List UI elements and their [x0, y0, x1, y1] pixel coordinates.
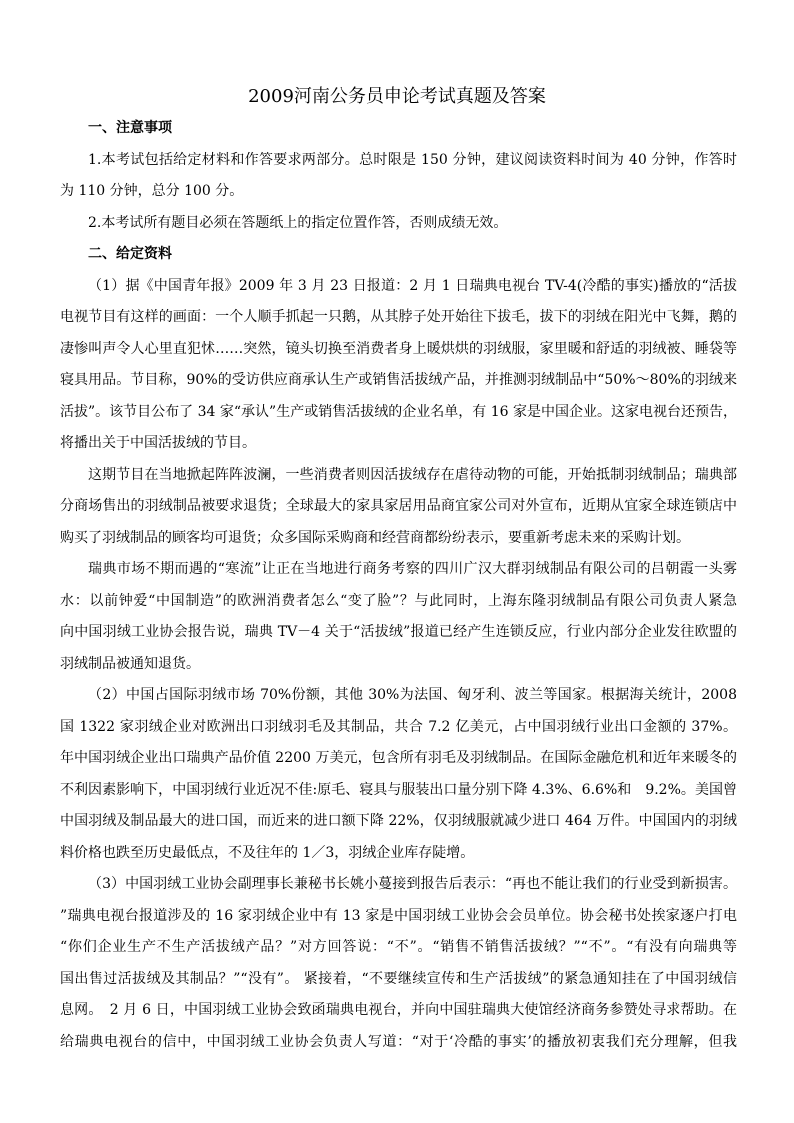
document-title: 2009河南公务员申论考试真题及答案 — [248, 86, 546, 107]
paragraph — [60, 554, 737, 680]
section-heading: 二、给定资料 — [88, 246, 172, 262]
paragraph-line: 为 110 分钟，总分 100 分。 — [60, 183, 244, 199]
paragraph — [60, 680, 737, 869]
paragraph-line: （2）中国占国际羽绒市场 70%份额，其他 30%为法国、匈牙利、波兰等国家。根据海关统计，2008 — [88, 687, 737, 703]
paragraph-line: （1）据《中国青年报》2009 年 3 月 23 日报道：2 月 1 日瑞典电视台 TV-4(冷酷的事实)播放的“活拔 — [88, 277, 737, 294]
paragraph-line: 将播出关于中国活拔绒的节目。 — [60, 435, 256, 451]
paragraph-line: 2.本考试所有题目必须在答题纸上的指定位置作答，否则成绩无效。 — [88, 214, 508, 231]
paragraph-line: 活拔”。该节目公布了 34 家“承认”生产或销售活拔绒的企业名单，有 16 家是中国企业。这家电视台还预告， — [60, 403, 737, 420]
paragraph-line: 凄惨叫声令人心里直犯怵……突然，镜头切换至消费者身上暖烘烘的羽绒服，家里暖和舒适的羽绒被、睡袋等 — [60, 340, 737, 357]
paragraph-line: 这期节目在当地掀起阵阵波澜，一些消费者则因活拔绒存在虐待动物的可能，开始抵制羽绒制品；瑞典部 — [88, 466, 737, 483]
paragraph — [60, 271, 737, 460]
paragraph-line: 年中国羽绒企业出口瑞典产品价值 2200 万美元，包含所有羽毛及羽绒制品。在国际金融危机和近年来暖冬的 — [60, 750, 737, 766]
paragraph-line: 不利因素影响下，中国羽绒行业近况不佳:原毛、寝具与服装出口量分别下降 4.3%、6.6%和 9.2%。美国曾 — [60, 781, 737, 798]
paragraph-line: 中国羽绒及制品最大的进口国，而近来的进口额下降 22%，仅羽绒服就减少进口 464 万件。中国国内的羽绒 — [60, 813, 737, 829]
section-heading: 一、注意事项 — [88, 120, 172, 136]
paragraph-line: ”瑞典电视台报道涉及的 16 家羽绒企业中有 13 家是中国羽绒工业协会会员单位。协会秘书处挨家逐户打电 — [60, 907, 737, 924]
paragraph-line: 国出售过活拔绒及其制品？”“没有”。 紧接着，“不要继续宣传和生产活拔绒”的紧急通知挂在了中国羽绒信 — [60, 970, 737, 987]
paragraph-line: 羽绒制品被通知退货。 — [60, 655, 200, 672]
paragraph-line: “你们企业生产不生产活拔绒产品？”对方回答说：“不”。“销售不销售活拔绒？”“不”。“有没有向瑞典等 — [60, 939, 737, 955]
paragraph-line: （3）中国羽绒工业协会副理事长兼秘书长姚小蔓接到报告后表示：“再也不能让我们的行业受到新损害。 — [88, 876, 737, 892]
paragraph-line: 分商场售出的羽绒制品被要求退货；全球最大的家具家居用品商宜家公司对外宣布，近期从宜家全球连锁店中 — [60, 498, 737, 514]
paragraph-line: 向中国羽绒工业协会报告说，瑞典 TV－4 关于“活拔绒”报道已经产生连锁反应，行业内部分企业发往欧盟的 — [60, 624, 737, 640]
paragraph — [60, 869, 737, 1058]
document-body — [60, 113, 737, 1058]
paragraph-line: 料价格也跌至历史最低点，不及往年的 1／3，羽绒企业库存陡增。 — [60, 844, 475, 861]
paragraph-line: 水：以前钟爱“中国制造”的欧洲消费者怎么“变了脸”？与此同时，上海东隆羽绒制品有限公司负责人紧急 — [60, 592, 737, 609]
paragraph-line: 国 1322 家羽绒企业对欧洲出口羽绒羽毛及其制品，共合 7.2 亿美元，占中国羽绒行业出口金额的 37%。 — [60, 718, 737, 735]
paragraph — [60, 145, 737, 208]
paragraph-line: 购买了羽绒制品的顾客均可退货；众多国际采购商和经营商都纷纷表示，要重新考虑未来的采购计划。 — [60, 529, 690, 546]
paragraph-line: 寝具用品。节目称，90%的受访供应商承认生产或销售活拔绒产品，并推测羽绒制品中“50%～80%的羽绒来 — [60, 372, 737, 388]
paragraph — [60, 208, 737, 240]
paragraph-line: 息网。 2 月 6 日，中国羽绒工业协会致函瑞典电视台，并向中国驻瑞典大使馆经济商务参赞处寻求帮助。在 — [60, 1002, 737, 1018]
paragraph-line: 1.本考试包括给定材料和作答要求两部分。总时限是 150 分钟，建议阅读资料时间为 40 分钟，作答时 — [88, 151, 737, 168]
paragraph-line: 给瑞典电视台的信中，中国羽绒工业协会负责人写道：“对于‘冷酷的事实’的播放初衷我们充分理解，但我 — [60, 1033, 737, 1050]
paragraph — [60, 460, 737, 555]
paragraph-line: 电视节目有这样的画面：一个人顺手抓起一只鹅，从其脖子处开始往下拔毛，拔下的羽绒在阳光中飞舞，鹅的 — [60, 309, 737, 325]
paragraph-line: 瑞典市场不期而遇的“寒流”让正在当地进行商务考察的四川广汉大群羽绒制品有限公司的吕朝霞一头雾 — [88, 561, 737, 577]
